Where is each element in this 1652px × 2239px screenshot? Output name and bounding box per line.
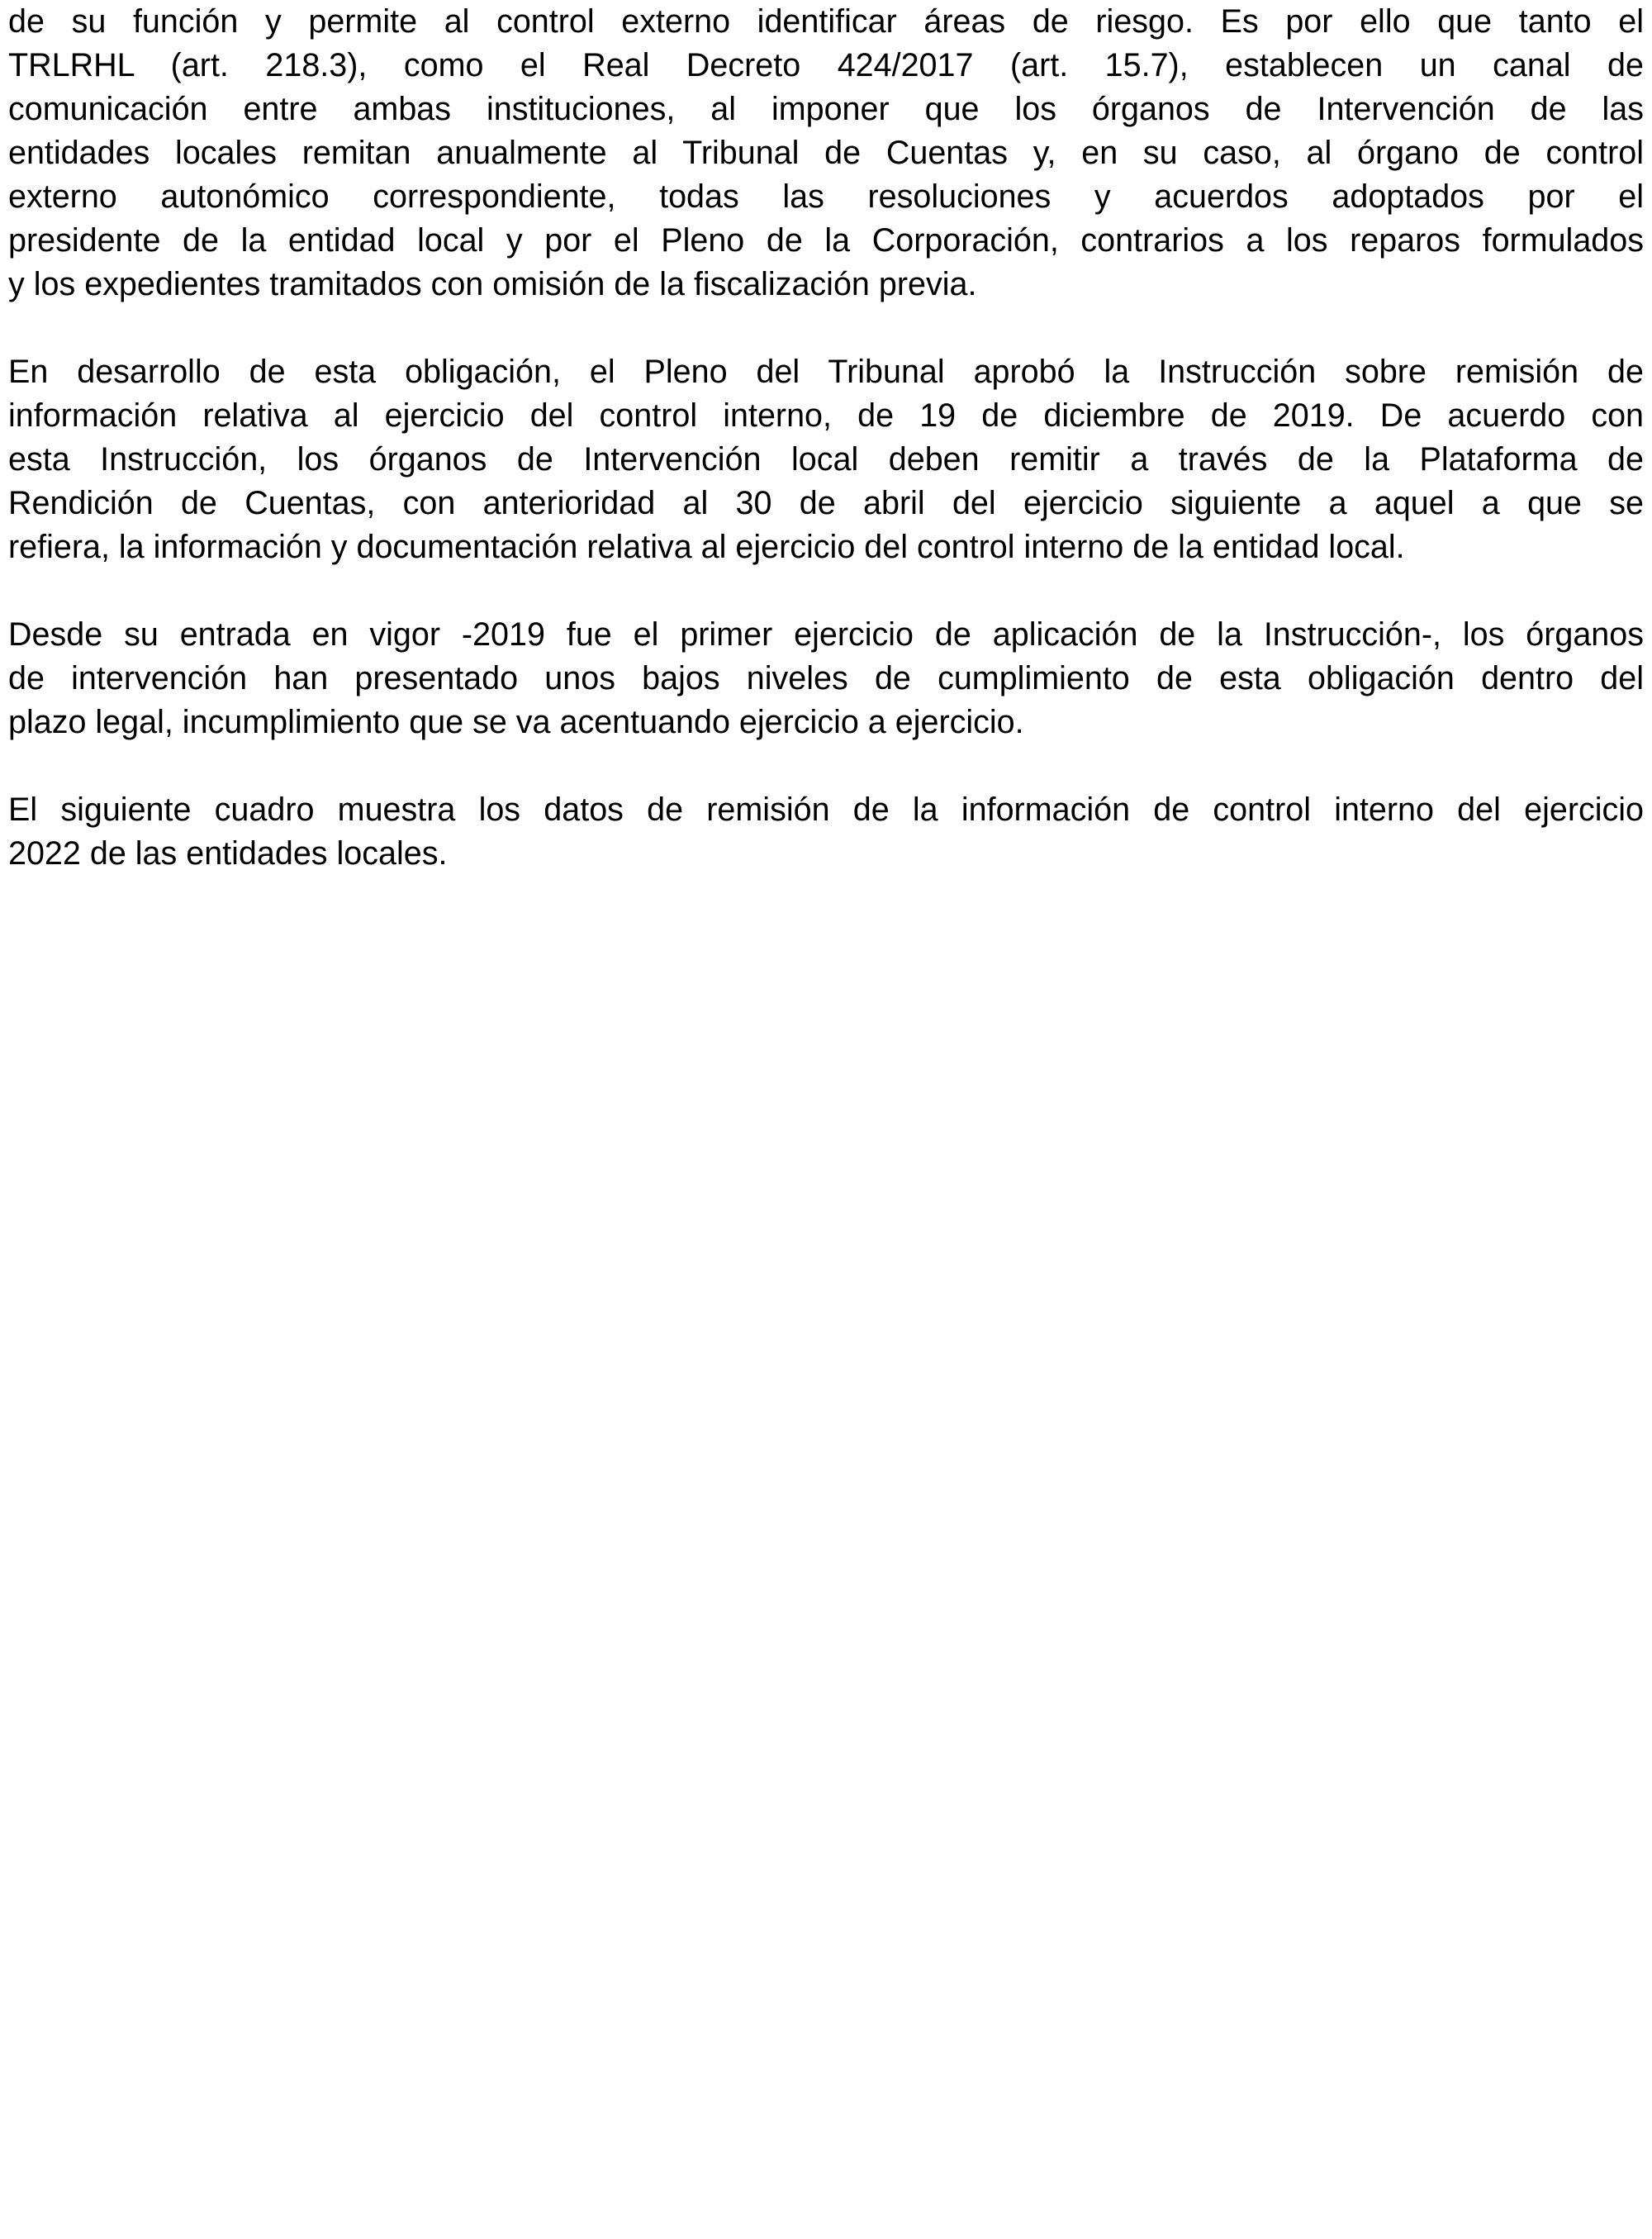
document-page [8, 0, 1644, 920]
text-line: 2022 de las entidades locales. [8, 835, 448, 872]
text-line: refiera, la información y documentación relativa al ejercicio del control interno de la entidad local. [8, 529, 1405, 565]
text-line: presidente de la entidad local y por el Pleno de la Corporación, contrarios a los reparos formulados [8, 222, 1644, 259]
text-line: plazo legal, incumplimiento que se va acentuando ejercicio a ejercicio. [8, 704, 1024, 740]
text-line: El siguiente cuadro muestra los datos de remisión de la información de control interno del ejercicio [8, 791, 1644, 828]
text-line: entidades locales remitan anualmente al Tribunal de Cuentas y, en su caso, al órgano de control [8, 135, 1644, 171]
paragraph-instruccion [8, 350, 1644, 569]
text-line: información relativa al ejercicio del control interno, de 19 de diciembre de 2019. De acuerdo con [8, 397, 1644, 434]
text-line: de su función y permite al control externo identificar áreas de riesgo. Es por ello que tanto el [8, 3, 1644, 40]
text-line: y los expedientes tramitados con omisión de la fiscalización previa. [8, 266, 977, 302]
text-line: comunicación entre ambas instituciones, al imponer que los órganos de Intervención de las [8, 91, 1644, 127]
text-line: esta Instrucción, los órganos de Intervención local deben remitir a través de la Plataforma de [8, 441, 1644, 478]
paragraph-cuadro-intro [8, 788, 1644, 876]
text-line: Desde su entrada en vigor -2019 fue el primer ejercicio de aplicación de la Instrucción-, los órganos [8, 616, 1644, 653]
text-line: En desarrollo de esta obligación, el Pleno del Tribunal aprobó la Instrucción sobre remisión de [8, 354, 1644, 390]
text-line: de intervención han presentado unos bajos niveles de cumplimiento de esta obligación dentro del [8, 660, 1644, 696]
text-line: externo autonómico correspondiente, todas las resoluciones y acuerdos adoptados por el [8, 178, 1644, 215]
paragraph-cumplimiento [8, 613, 1644, 744]
text-line: Rendición de Cuentas, con anterioridad al 30 de abril del ejercicio siguiente a aquel a que se [8, 485, 1644, 521]
text-line: TRLRHL (art. 218.3), como el Real Decreto 424/2017 (art. 15.7), establecen un canal de [8, 47, 1644, 83]
paragraph-reparos [8, 0, 1644, 307]
